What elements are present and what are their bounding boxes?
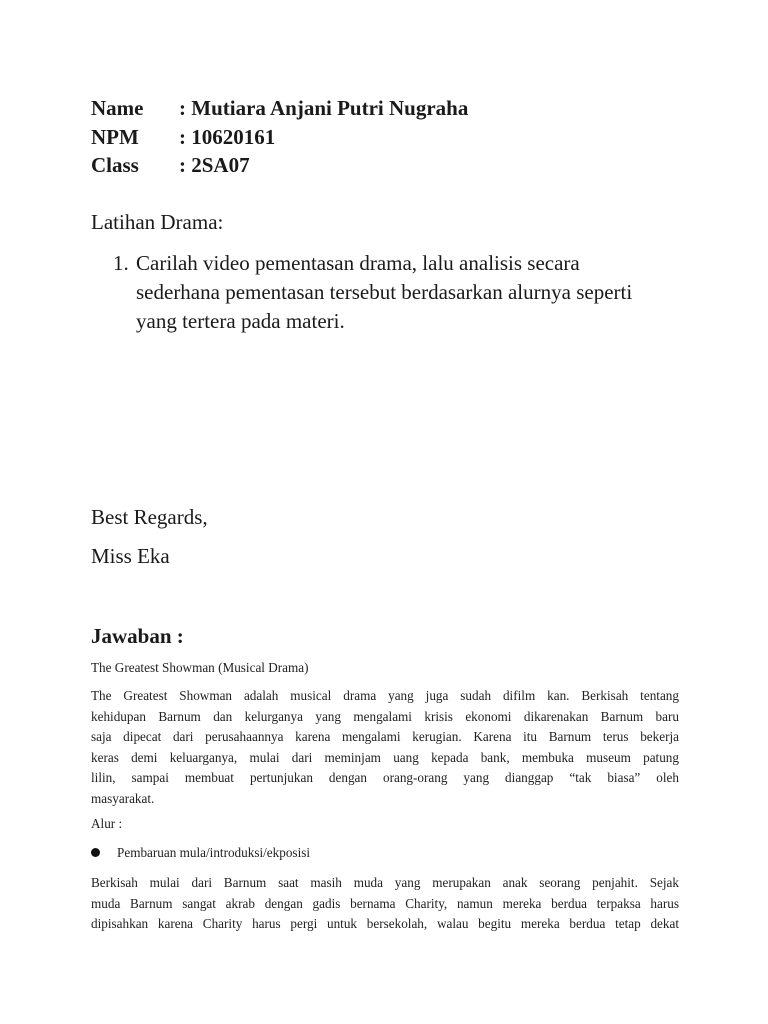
exercise-item-line: yang tertera pada materi. xyxy=(136,309,345,333)
paragraph-line: keras demi keluarganya, mulai dari meminjam uang kepada bank, membuka museum patung xyxy=(91,749,679,765)
closing-regards: Best Regards, xyxy=(91,505,208,529)
exercise-title: Latihan Drama: xyxy=(91,210,224,234)
exercise-item-text xyxy=(136,249,686,336)
alur-label: Alur : xyxy=(91,816,123,831)
name-value: : Mutiara Anjani Putri Nugraha xyxy=(179,96,469,120)
answer-subtitle: The Greatest Showman (Musical Drama) xyxy=(91,660,309,675)
paragraph-line: lilin, sampai membuat pertunjukan dengan orang-orang yang dianggap “tak biasa” oleh xyxy=(91,770,679,786)
npm-label: NPM xyxy=(91,125,139,149)
name-label: Name xyxy=(91,96,144,120)
paragraph-line: muda Barnum sangat akrab dengan gadis bernama Charity, namun mereka berdua terpaksa harus xyxy=(91,895,679,911)
paragraph-line: dipisahkan karena Charity harus pergi untuk bersekolah, walau begitu mereka berdua tetap dekat xyxy=(91,916,679,932)
answer-paragraph-1 xyxy=(91,686,679,810)
class-value: : 2SA07 xyxy=(179,153,250,177)
paragraph-line: masyarakat. xyxy=(91,790,155,806)
exercise-item-line: sederhana pementasan tersebut berdasarkan alurnya seperti xyxy=(136,280,633,304)
paragraph-line: kehidupan Barnum dan kelurganya yang mengalami krisis ekonomi dikarenakan Barnum baru xyxy=(91,708,679,724)
answer-heading: Jawaban : xyxy=(91,624,184,648)
npm-value: : 10620161 xyxy=(179,125,276,149)
bullet-text: Pembaruan mula/introduksi/ekposisi xyxy=(117,845,311,860)
paragraph-line: The Greatest Showman adalah musical drama yang juga sudah difilm kan. Berkisah tentang xyxy=(91,688,679,703)
paragraph-line: Berkisah mulai dari Barnum saat masih muda yang merupakan anak seorang penjahit. Sejak xyxy=(91,875,679,890)
class-row xyxy=(91,151,250,179)
exercise-item-line: Carilah video pementasan drama, lalu analisis secara xyxy=(136,251,580,275)
exercise-item-number: 1. xyxy=(113,251,129,275)
name-row xyxy=(91,94,468,122)
paragraph-line: saja dipecat dari perusahaannya karena mengalami kerugian. Karena itu Barnum terus bekerja xyxy=(91,729,679,745)
class-label: Class xyxy=(91,153,139,177)
bullet-dot-icon xyxy=(91,848,100,857)
closing-signature: Miss Eka xyxy=(91,544,170,568)
npm-row xyxy=(91,123,275,151)
answer-paragraph-2 xyxy=(91,873,679,935)
